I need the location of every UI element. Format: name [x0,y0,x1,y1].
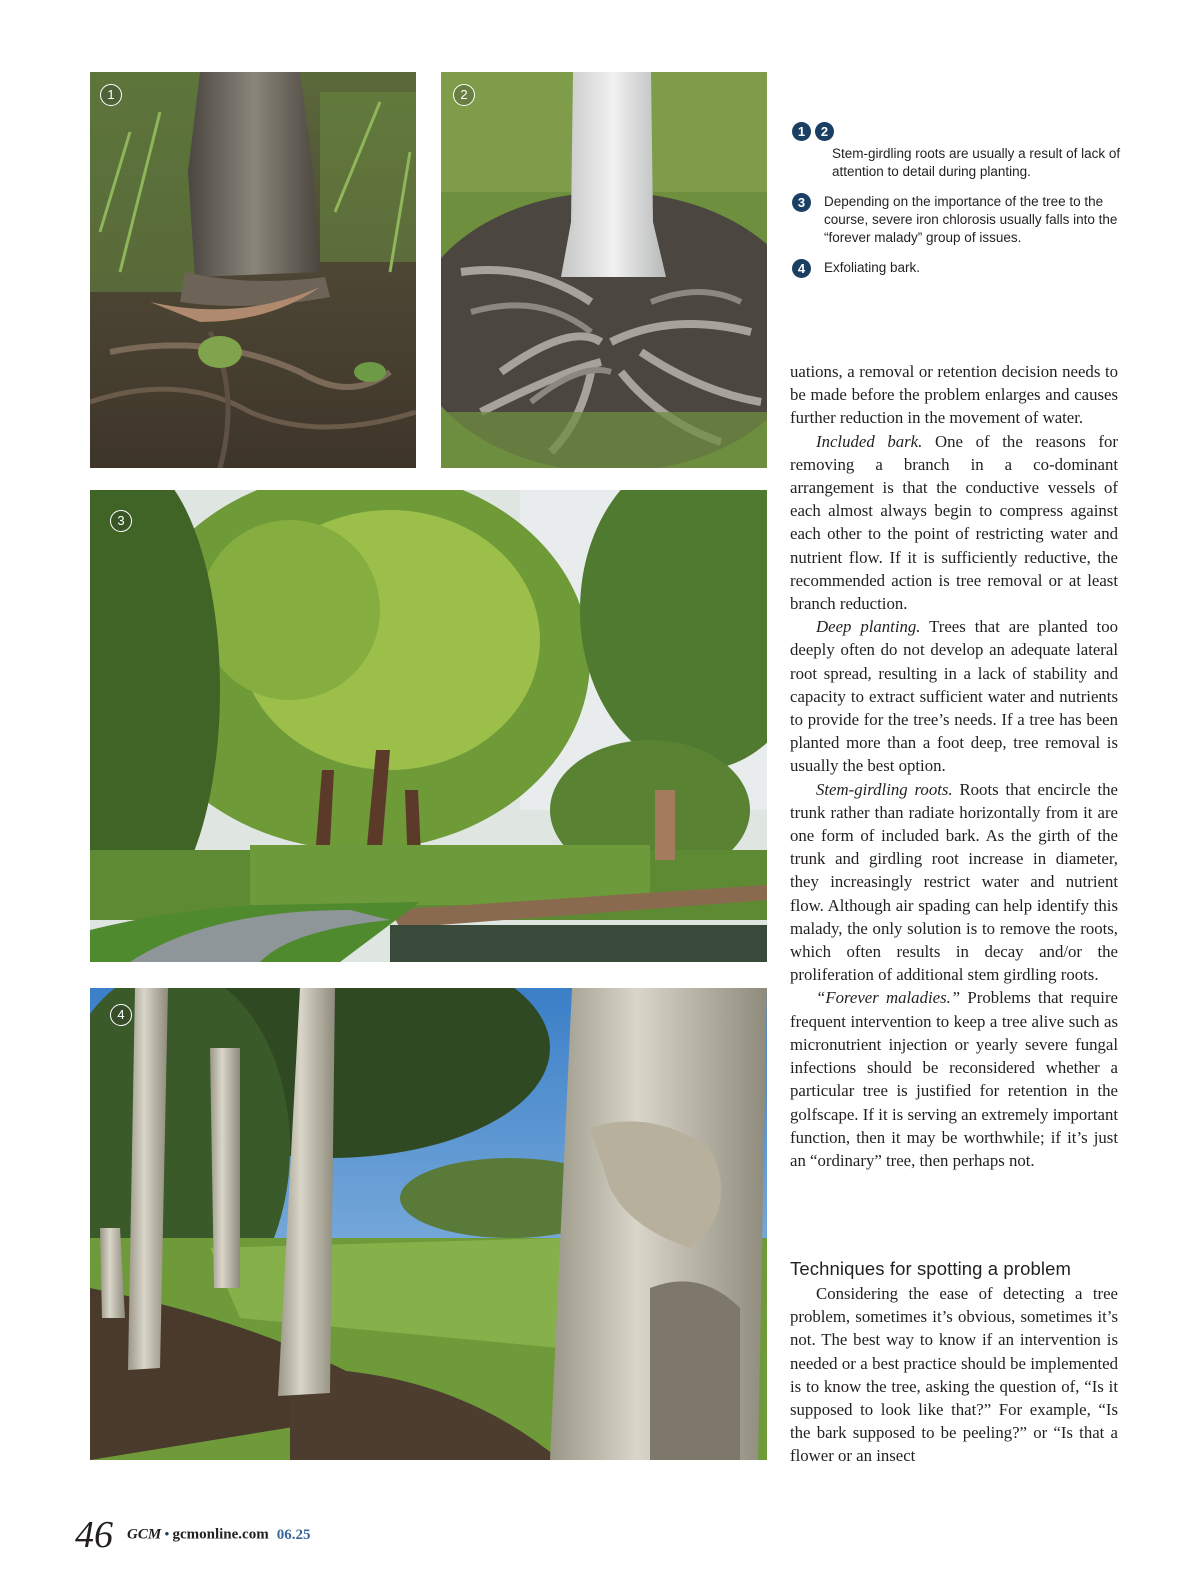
page-footer [75,1513,310,1557]
paragraph-text: One of the reasons for removing a branch in a co-dominant arrangement is that the conductive vessels of each almost always begin to compress against each other to the point of restricting water and nutrient flow. If it is sufficiently reductive, the recommended action is tree removal or at least branch reduction. [790,431,1118,614]
photo-4 [90,988,767,1460]
caption-badge: 3 [792,193,811,212]
caption-text: Exfoliating bark. [824,260,921,275]
magazine-site: gcmonline.com [172,1526,269,1543]
girdling-roots-trunk-photo [90,72,416,468]
article-body [790,360,1118,1172]
caption-badge: 4 [792,259,811,278]
chlorotic-trees-pond-photo [90,490,767,962]
photo-number-badge: 3 [110,510,132,532]
eucalyptus-exfoliating-bark-photo [90,988,767,1460]
photo-captions [792,122,1132,290]
paragraph: uations, a removal or retention decision needs to be made before the problem enlarges and causes further reduction in the movement of water. [790,362,1118,428]
article-body-continued [790,1282,1118,1468]
paragraph [790,986,1118,1172]
magazine-name: GCM [127,1526,162,1543]
footer-separator: • [164,1526,170,1543]
paragraph-lead: Stem-girdling roots. [816,779,953,799]
surface-roots-white-trunk-photo [441,72,767,468]
caption-badge: 2 [815,122,834,141]
paragraph [790,430,1118,616]
paragraph [790,778,1118,987]
paragraph-lead: Deep planting. [816,617,921,637]
caption-1-2 [792,122,1132,181]
caption-3 [792,193,1132,247]
paragraph-lead: “Forever maladies.” [816,988,961,1008]
photo-number-badge: 1 [100,84,122,106]
caption-badge: 1 [792,122,811,141]
paragraph: Considering the ease of detecting a tree problem, sometimes it’s obvious, sometimes it’s not. The best way to know if an intervention is needed or a best practice should be implemented is to know the tree, asking the question of, “Is it supposed to look like that?” For example, “Is the bark supposed to be peeling?” or “Is that a flower or an insect [790,1284,1118,1466]
paragraph-text: Roots that encircle the trunk rather than radiate horizontally from it are one form of included bark. As the girth of the trunk and girdling root increase in diameter, they increasingly restrict water and nutrient flow. Although air spading can help identify this malady, the only solution is to remove the roots, which often results in decay and/or the proliferation of additional stem girdling roots. [790,779,1118,985]
photo-1 [90,72,416,468]
paragraph [790,615,1118,777]
photo-2 [441,72,767,468]
page-number: 46 [75,1514,113,1556]
issue-date: 06.25 [276,1526,311,1543]
paragraph-text: Problems that require frequent intervention to keep a tree alive such as micronutrient injection or yearly severe fungal infections should be reconsidered whether a particular tree is justified for retention in the golfscape. If it is serving an extremely important function, then it may be worthwhile; if it’s just an “ordinary” tree, then perhaps not. [790,988,1118,1170]
photo-number-badge: 2 [453,84,475,106]
section-subheading: Techniques for spotting a problem [790,1258,1071,1279]
caption-text: Stem-girdling roots are usually a result of lack of attention to detail during planting. [832,146,1121,179]
photo-number-badge: 4 [110,1004,132,1026]
paragraph-text: Trees that are planted too deeply often do not develop an adequate lateral root spread, resulting in a lack of stability and capacity to extract sufficient water and nutrients to provide for the tree’s needs. If a tree has been planted more than a foot deep, tree removal is usually the best option. [790,617,1118,776]
caption-text: Depending on the importance of the tree to the course, severe iron chlorosis usually falls into the “forever malady” group of issues. [824,194,1118,245]
photo-3 [90,490,767,962]
caption-4 [792,259,1132,278]
paragraph-lead: Included bark. [816,431,923,451]
